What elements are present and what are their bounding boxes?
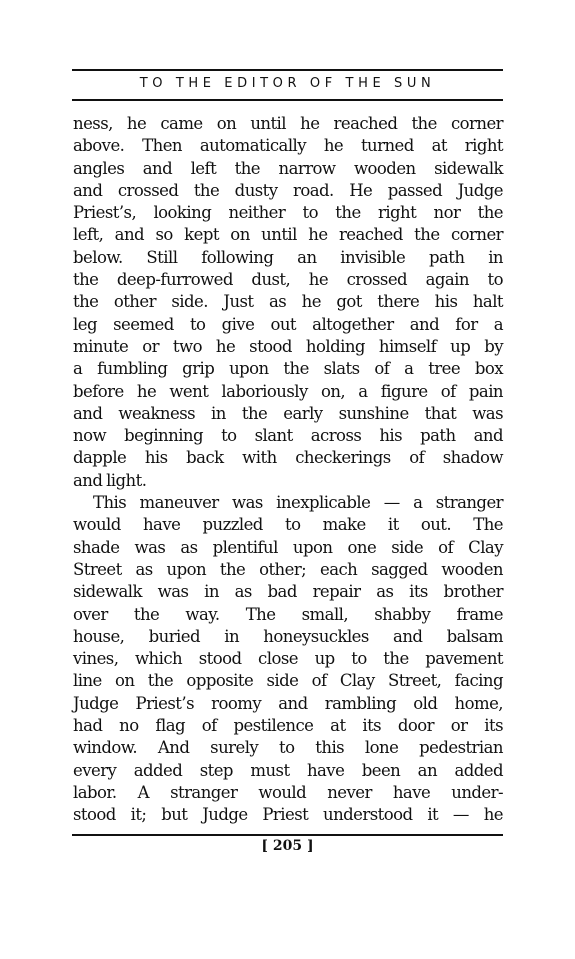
text-line: dapple his back with checkerings of shadow: [73, 448, 503, 468]
text-line: above. Then automatically he turned at right: [73, 136, 503, 156]
text-line: Judge Priest’s roomy and rambling old home,: [73, 693, 503, 713]
text-line: angles and left the narrow wooden sidewalk: [73, 158, 503, 178]
text-line: a fumbling grip upon the slats of a tree box: [73, 359, 503, 379]
bottom-rule: [72, 834, 503, 836]
text-line: would have puzzled to make it out. The: [73, 515, 503, 535]
text-line: over the way. The small, shabby frame: [73, 604, 503, 624]
text-line: the deep-furrowed dust, he crossed again to: [73, 270, 503, 290]
text-line: line on the opposite side of Clay Street, facing: [73, 671, 503, 691]
paragraph: [73, 492, 503, 826]
text-line: stood it; but Judge Priest understood it — he: [73, 805, 503, 825]
header-rule: [72, 99, 503, 101]
text-line: window. And surely to this lone pedestrian: [73, 738, 503, 758]
text-line: left, and so kept on until he reached the corner: [73, 225, 503, 245]
text-line: Street as upon the other; each sagged wooden: [73, 559, 503, 579]
running-head: TO THE EDITOR OF THE SUN: [139, 76, 436, 91]
text-line: Priest’s, looking neither to the right nor the: [73, 203, 503, 223]
paragraph: [73, 113, 503, 492]
text-line: before he went laboriously on, a figure of pain: [73, 381, 503, 401]
text-line: sidewalk was in as bad repair as its brother: [73, 582, 503, 602]
top-rule: [72, 69, 503, 71]
text-line: This maneuver was inexplicable — a stranger: [93, 493, 503, 513]
text-line: minute or two he stood holding himself up by: [73, 336, 503, 356]
text-line: and weakness in the early sunshine that was: [73, 403, 503, 423]
text-line: and crossed the dusty road. He passed Judge: [73, 180, 503, 200]
page-number: [ 205 ]: [261, 838, 314, 854]
text-line: below. Still following an invisible path in: [73, 247, 503, 267]
text-line: leg seemed to give out altogether and for a: [73, 314, 503, 334]
text-line: had no flag of pestilence at its door or its: [73, 716, 503, 736]
text-line: labor. A stranger would never have under-: [73, 782, 503, 802]
text-line: the other side. Just as he got there his halt: [73, 292, 503, 312]
text-line: now beginning to slant across his path and: [73, 426, 503, 446]
text-line: vines, which stood close up to the pavement: [73, 649, 503, 669]
text-line: ness, he came on until he reached the corner: [73, 114, 503, 133]
text-line: shade was as plentiful upon one side of Clay: [73, 537, 503, 557]
text-line: every added step must have been an added: [73, 760, 503, 780]
text-line: house, buried in honeysuckles and balsam: [73, 626, 503, 646]
text-line: and light.: [73, 470, 147, 490]
body-text: [73, 113, 503, 827]
